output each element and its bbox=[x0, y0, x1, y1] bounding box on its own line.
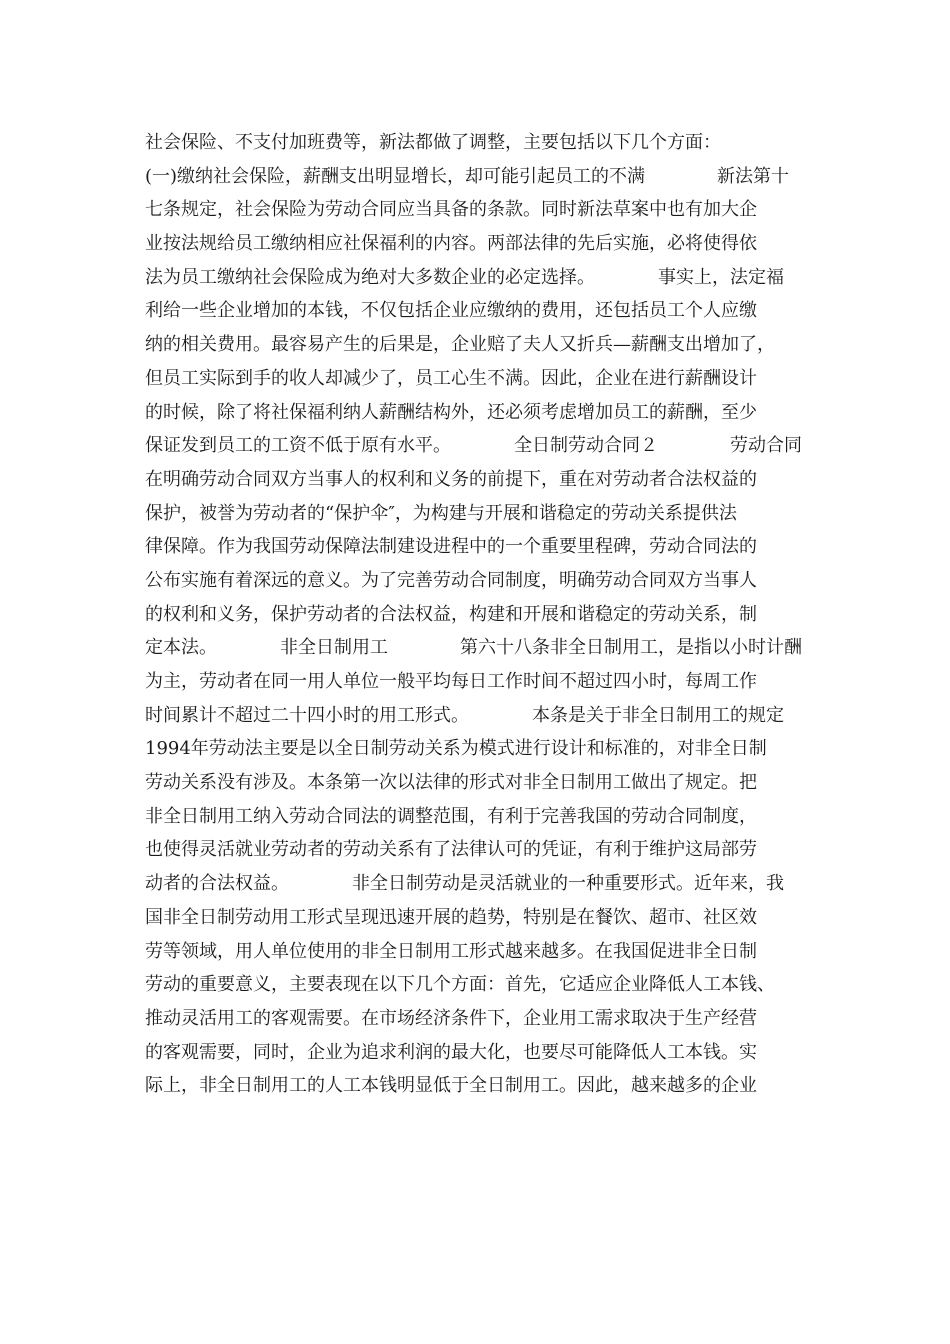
body-text bbox=[145, 126, 825, 1103]
text-line: 际上，非全日制用工的人工本钱明显低于全日制用工。因此，越来越多的企业 bbox=[145, 1075, 757, 1097]
text-line: 推动灵活用工的客观需要。在市场经济条件下，企业用工需求取决于生产经营 bbox=[145, 1007, 757, 1029]
text-line: 七条规定，社会保险为劳动合同应当具备的条款。同时新法草案中也有加大企 bbox=[145, 199, 757, 221]
text-line: 的客观需要，同时，企业为追求利润的最大化，也要尽可能降低人工本钱。实 bbox=[145, 1041, 757, 1063]
text-line: 业按法规给员工缴纳相应社保福利的内容。两部法律的先后实施，必将使得依 bbox=[145, 233, 757, 255]
text-line: 时间累计不超过二十四小时的用工形式。 本条是关于非全日制用工的规定 bbox=[145, 704, 784, 726]
text-line: 定本法。 非全日制用工 第六十八条非全日制用工，是指以小时计酬 bbox=[145, 637, 802, 659]
text-line: 律保障。作为我国劳动保障法制建设进程中的一个重要里程碑，劳动合同法的 bbox=[145, 536, 757, 558]
text-line: 社会保险、不支付加班费等，新法都做了调整，主要包括以下几个方面： bbox=[145, 132, 721, 153]
text-line: 动者的合法权益。 非全日制劳动是灵活就业的一种重要形式。近年来，我 bbox=[145, 873, 784, 895]
text-line: 在明确劳动合同双方当事人的权利和义务的前提下，重在对劳动者合法权益的 bbox=[145, 468, 757, 490]
text-line: 劳动的重要意义，主要表现在以下几个方面：首先，它适应企业降低人工本钱、 bbox=[145, 974, 775, 996]
text-line: 的权利和义务，保护劳动者的合法权益，构建和开展和谐稳定的劳动关系，制 bbox=[145, 603, 757, 625]
text-line: 为主，劳动者在同一用人单位一般平均每日工作时间不超过四小时，每周工作 bbox=[145, 671, 757, 692]
text-line: 国非全日制劳动用工形式呈现迅速开展的趋势，特别是在餐饮、超市、社区效 bbox=[145, 906, 757, 928]
text-line: 纳的相关费用。最容易产生的后果是，企业赔了夫人又折兵—薪酬支出增加了， bbox=[145, 334, 775, 356]
text-line: 劳动关系没有涉及。本条第一次以法律的形式对非全日制用工做出了规定。把 bbox=[145, 772, 757, 794]
text-line: 法为员工缴纳社会保险成为绝对大多数企业的必定选择。 事实上，法定福 bbox=[145, 266, 784, 288]
text-line: 劳等领域，用人单位使用的非全日制用工形式越来越多。在我国促进非全日制 bbox=[145, 940, 757, 962]
text-line: 利给一些企业增加的本钱，不仅包括企业应缴纳的费用，还包括员工个人应缴 bbox=[145, 300, 757, 322]
text-line: 非全日制用工纳入劳动合同法的调整范围，有利于完善我国的劳动合同制度， bbox=[145, 805, 757, 827]
text-line: 但员工实际到手的收人却减少了，员工心生不满。因此，企业在进行薪酬设计 bbox=[145, 367, 757, 389]
text-line: (一)缴纳社会保险，薪酬支出明显增长，却可能引起员工的不满 新法第十 bbox=[145, 165, 790, 187]
text-line: 公布实施有着深远的意义。为了完善劳动合同制度，明确劳动合同双方当事人 bbox=[145, 569, 757, 591]
text-line: 1994年劳动法主要是以全日制劳动关系为模式进行设计和标准的，对非全日制 bbox=[145, 738, 767, 760]
text-line: 保护，被誉为劳动者的“保护伞″，为构建与开展和谐稳定的劳动关系提供法 bbox=[145, 502, 737, 524]
text-line: 也使得灵活就业劳动者的劳动关系有了法律认可的凭证，有利于维护这局部劳 bbox=[145, 839, 757, 861]
text-line: 保证发到员工的工资不低于原有水平。 全日制劳动合同２ 劳动合同 bbox=[145, 435, 802, 457]
text-line: 的时候，除了将社保福利纳人薪酬结构外，还必须考虑增加员工的薪酬，至少 bbox=[145, 401, 757, 423]
